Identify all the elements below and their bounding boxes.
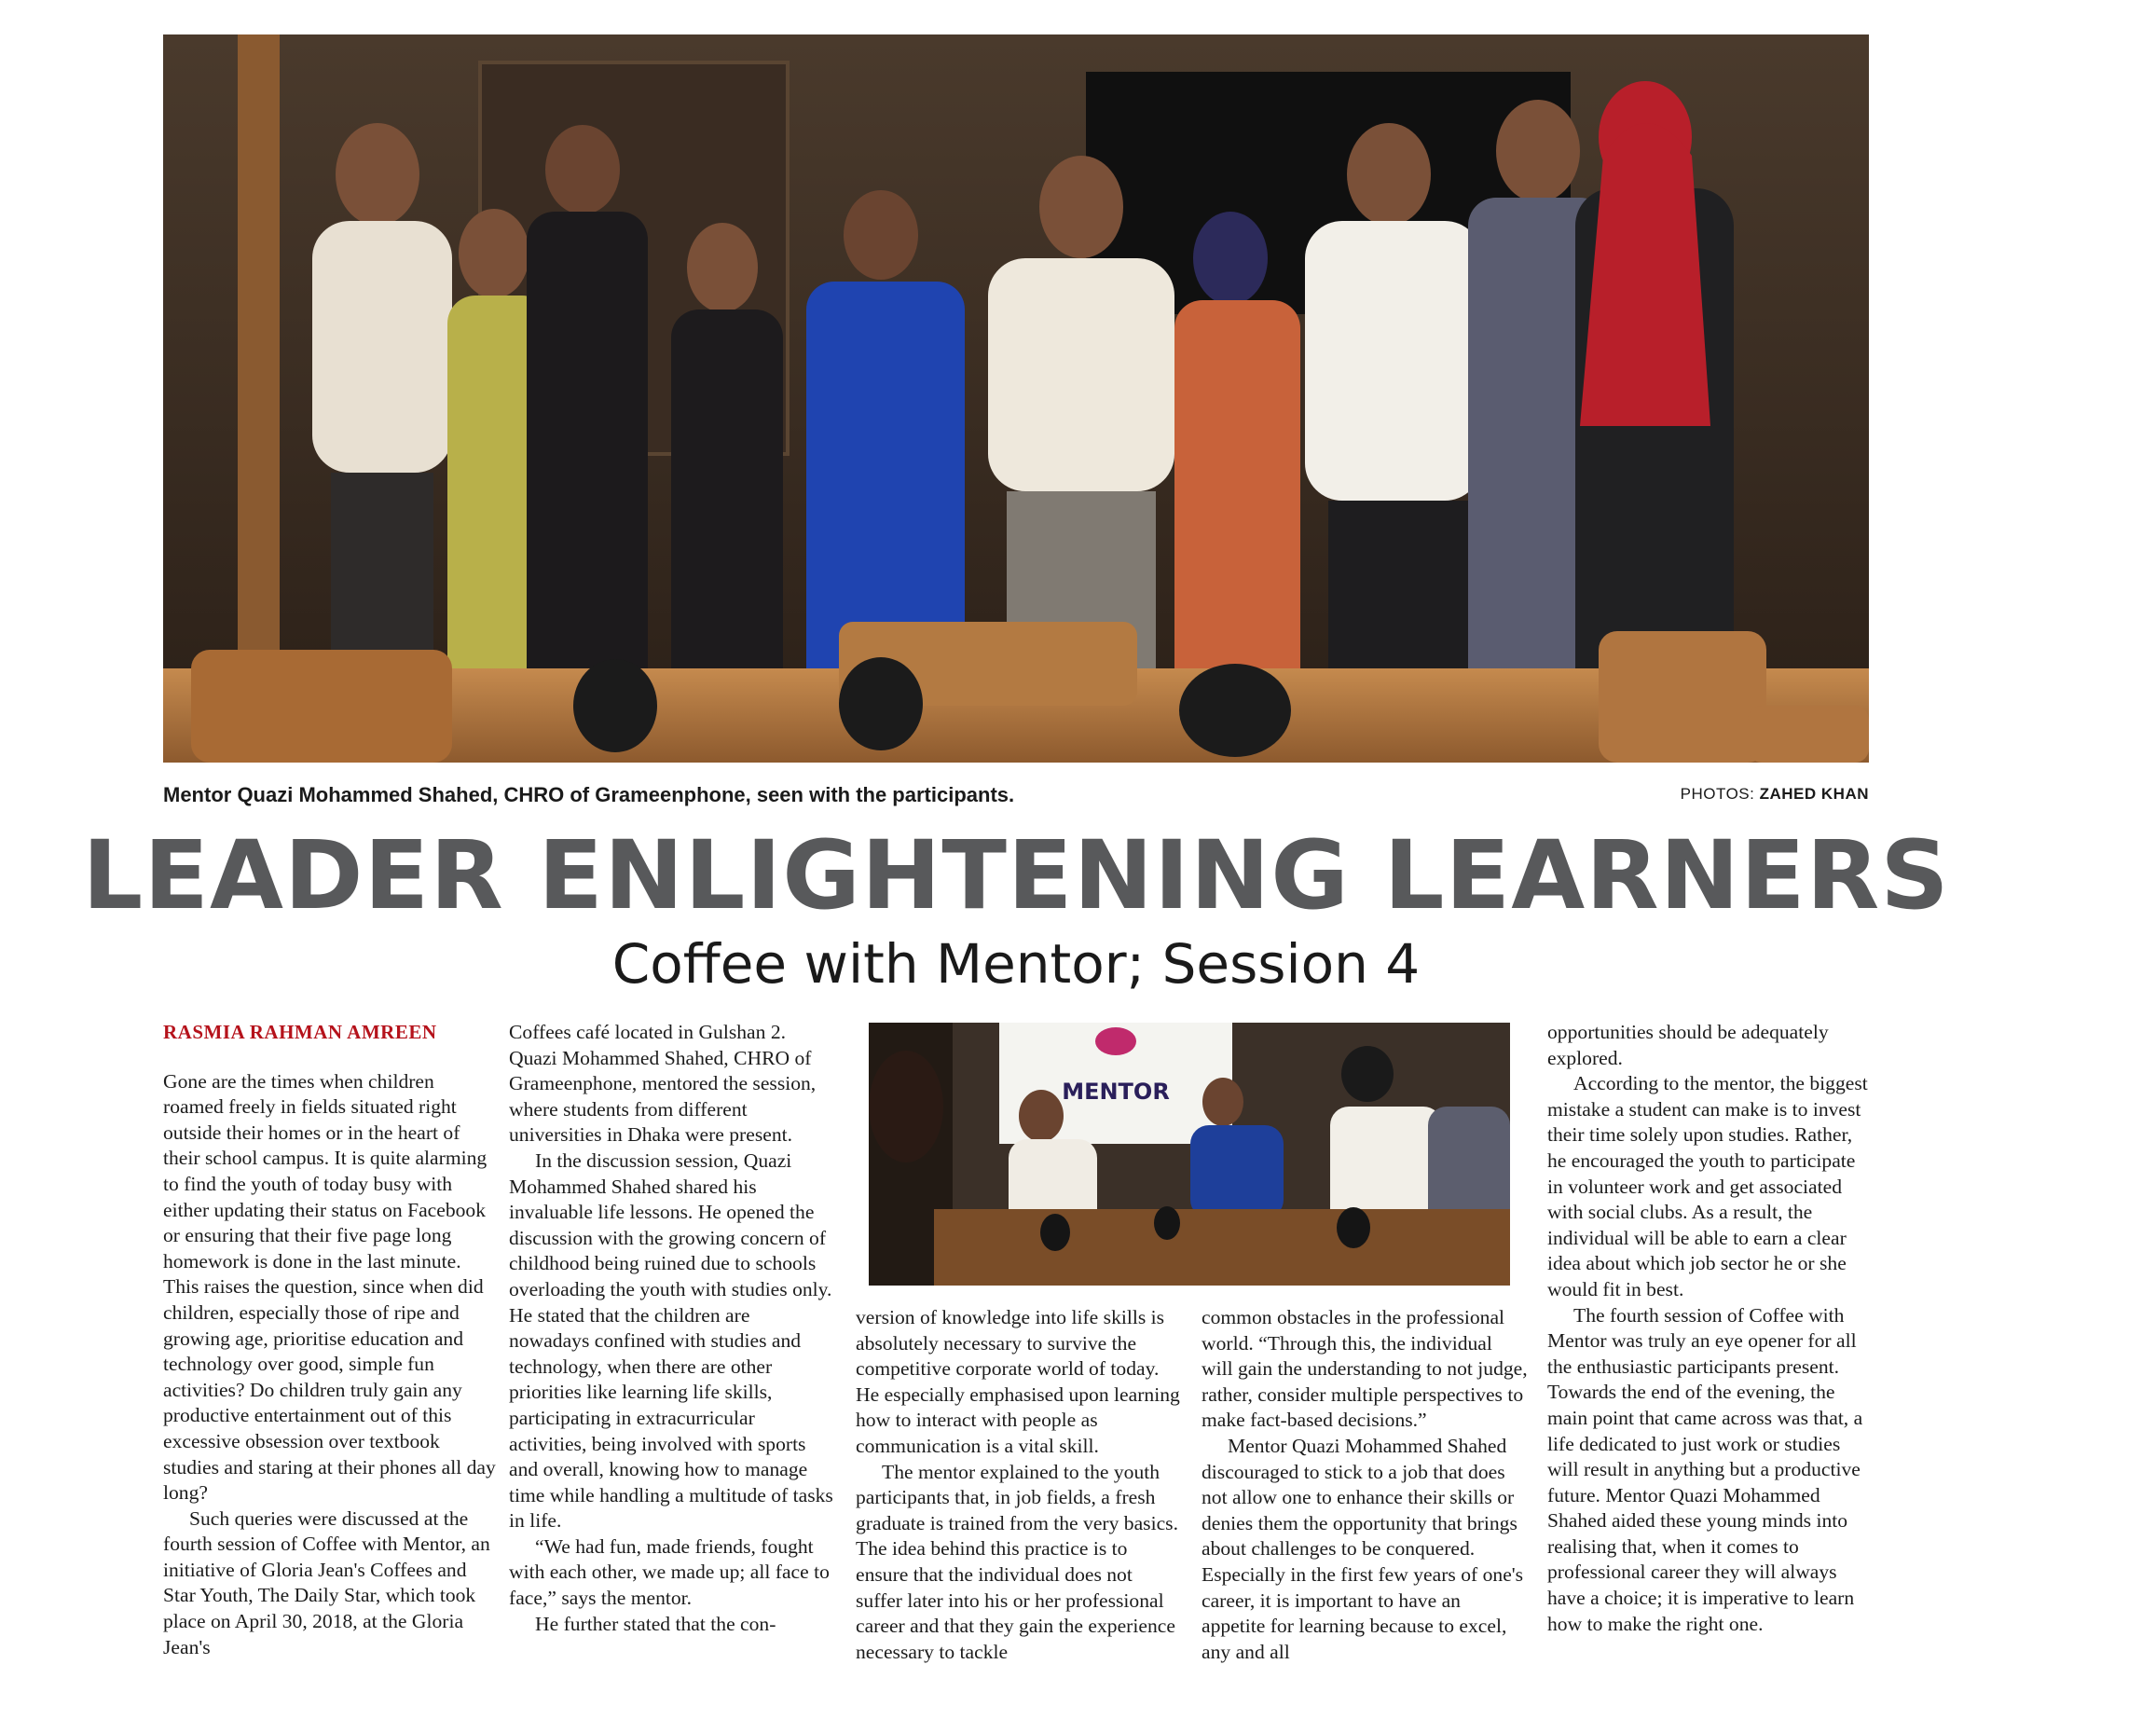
- photo-credit: [1681, 785, 1869, 804]
- session-photo: [869, 1023, 1510, 1286]
- byline: RASMIA RAHMAN AMREEN: [163, 1021, 437, 1043]
- paragraph: common obstacles in the professional world. “Through this, the individual will gain the understanding to not judge, rather, consider multiple perspectives to make fact-based decisions.”: [1202, 1306, 1528, 1432]
- paragraph: “We had fun, made friends, fought with each other, we made up; all face to face,” says the mentor.: [509, 1534, 830, 1610]
- headline: LEADER ENLIGHTENING LEARNERS: [82, 820, 1950, 931]
- paragraph: Gone are the times when children roamed freely in fields situated right outside their homes or in the heart of their school campus. It is quite alarming to find the youth of today busy with either updating their status on Facebook or ensuring that their five page long homework is done in the last minute. This raises the question, since when did children, especially those of ripe and growing age, prioritise education and technology over good, simple fun activities? Do children truly gain any productive entertainment out of this excessive obsession over textbook studies and staring at their phones all day long?: [163, 1069, 496, 1505]
- paragraph: He further stated that the con-: [535, 1612, 776, 1635]
- subheadline: Coffee with Mentor; Session 4: [611, 932, 1421, 996]
- paragraph: According to the mentor, the biggest mistake a student can make is to invest their time solely upon studies. Rather, he encouraged the youth to participate in volunteer work and get associated with social clubs. As a result, the individual will be able to earn a clear idea about which job sector he or she would fit in best.: [1547, 1072, 1868, 1300]
- photo-caption: Mentor Quazi Mohammed Shahed, CHRO of Grameenphone, seen with the participants.: [163, 783, 1015, 806]
- photo-credit-name: ZAHED KHAN: [1759, 785, 1869, 803]
- paragraph: The fourth session of Coffee with Mentor was truly an eye opener for all the enthusiastic participants present. Towards the end of the evening, the main point that came across was that, a life dedicated to just work or studies will result in anything but a productive future. Mentor Quazi Mohammed Shahed aided these young minds into realising that, when it comes to professional career they will always have a choice; it is imperative to learn how to make the right one.: [1547, 1303, 1863, 1635]
- article-column-1: [163, 1020, 499, 1660]
- inset-screen-text: MENTOR: [1062, 1079, 1170, 1105]
- article-column-5: [1547, 1020, 1874, 1637]
- paragraph: opportunities should be adequately explored.: [1547, 1021, 1829, 1069]
- article-column-2: [509, 1020, 835, 1637]
- article-column-3: [856, 1305, 1184, 1665]
- paragraph: In the discussion session, Quazi Mohammed Shahed shared his invaluable life lessons. He opened the discussion with the growing concern of childhood being ruined due to schools overloading the youth with studies only. He stated that the children are nowadays confined with studies and technology, when there are other priorities like learning life skills, participating in extracurricular activities, being involved with sports and overall, knowing how to manage time while handling a multitude of tasks in life.: [509, 1148, 833, 1533]
- paragraph: version of knowledge into life skills is absolutely necessary to survive the competitive corporate world of today. He especially emphasised upon learning how to interact with people as communication is a vital skill.: [856, 1306, 1180, 1457]
- photo-credit-label: PHOTOS:: [1680, 785, 1755, 803]
- article-column-4: [1202, 1305, 1528, 1665]
- paragraph: Such queries were discussed at the fourth session of Coffee with Mentor, an initiative of Gloria Jean's Coffees and Star Youth, The Daily Star, which took place on April 30, 2018, at the Gloria Jean's: [163, 1506, 490, 1658]
- paragraph: Coffees café located in Gulshan 2. Quazi Mohammed Shahed, CHRO of Grameenphone, mentored the session, where students from different universities in Dhaka were present.: [509, 1021, 817, 1147]
- group-photo: [163, 34, 1869, 763]
- paragraph: The mentor explained to the youth participants that, in job fields, a fresh graduate is trained from the very basics. The idea behind this practice is to ensure that the individual does not suffer later into his or her professional career and that they gain the experience necessary to tackle: [856, 1460, 1178, 1663]
- paragraph: Mentor Quazi Mohammed Shahed discouraged to stick to a job that does not allow one to enhance their skills or denies them the opportunity that brings about challenges to be conquered. Especially in the first few years of one's career, it is important to have an appetite for learning because to excel, any and all: [1202, 1434, 1524, 1663]
